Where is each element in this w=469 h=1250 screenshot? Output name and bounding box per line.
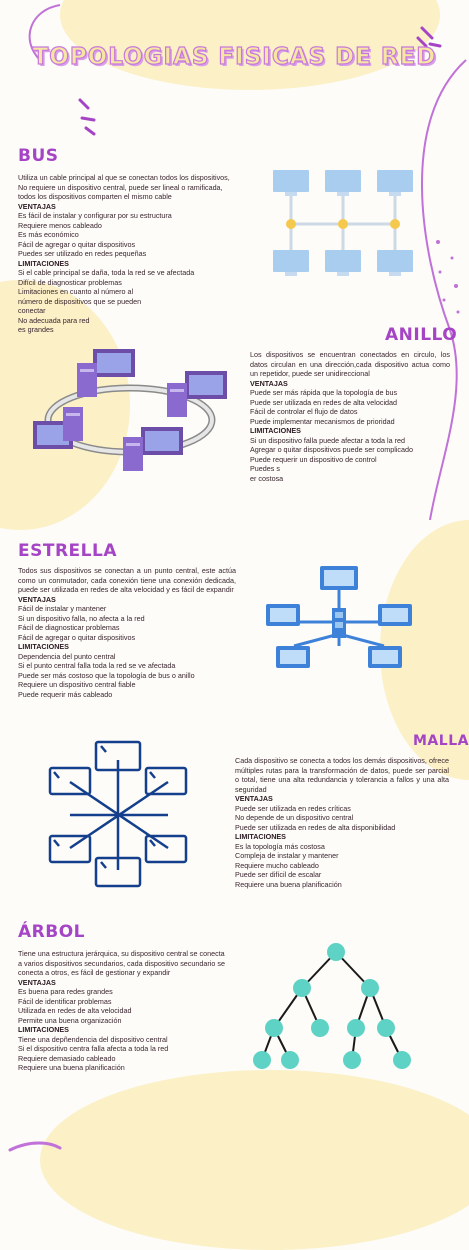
tree-node: [281, 1051, 299, 1069]
list-item: Puede requerir un dispositivo de control: [250, 454, 377, 464]
list-item: Si el dispositivo centra falla afecta a toda la red: [18, 1044, 169, 1053]
monitor-icon: [377, 170, 413, 192]
ring-advantages-label: VENTAJAS: [250, 378, 288, 388]
list-item: Es más económico: [18, 230, 79, 239]
monitor-icon: [325, 250, 361, 272]
list-item: Agregar o quitar dispositivos puede ser complicado: [250, 445, 414, 454]
list-item: Puede implementar mecanismos de prioridad: [250, 416, 395, 426]
tree-text: [18, 949, 230, 1073]
list-item: Requiere mucho cableado: [235, 860, 319, 870]
bus-topology-illustration: [268, 166, 418, 286]
tree-node: [265, 1019, 283, 1037]
bus-node: [390, 219, 400, 229]
list-item: es grandes: [18, 325, 54, 334]
computer-icon: [167, 371, 227, 417]
list-item: er costosa: [250, 473, 284, 483]
tree-node: [311, 1019, 329, 1037]
monitor-icon: [377, 250, 413, 272]
list-item: Fácil de diagnosticar problemas: [18, 623, 120, 632]
list-item: No adecuada para red: [18, 315, 90, 325]
ring-topology-illustration: [25, 345, 235, 475]
list-item: Puede ser más costoso que la topología de bus o anillo: [18, 670, 195, 680]
list-item: Dependencia del punto central: [18, 651, 116, 661]
tree-limitations-label: LIMITACIONES: [18, 1025, 69, 1034]
star-limitations-label: LIMITACIONES: [18, 642, 69, 651]
list-item: Fácil de agregar o quitar dispositivos: [18, 632, 136, 642]
list-item: Puede ser utilizada en redes de alta velocidad: [250, 397, 398, 407]
tree-description: Tiene una estructura jerárquica, su dispositivo central se conecta a varios dispositivos secundarios, cada dispositivo secundario se conecta a otros, es fácil de gestionar y expandir: [18, 949, 225, 977]
list-item: Puede ser difícil de escalar: [235, 870, 322, 879]
star-text: [18, 566, 236, 699]
mesh-text: [235, 756, 449, 889]
list-item: Requiere menos cableado: [18, 220, 102, 230]
monitor-icon: [273, 170, 309, 192]
list-item: Si un dispositivo falla puede afectar a toda la red: [250, 435, 406, 445]
list-item: Fácil de agregar o quitar dispositivos: [18, 239, 136, 249]
star-heading: ESTRELLA: [18, 541, 117, 561]
list-item: Fácil de instalar y mantener: [18, 604, 107, 613]
tree-node: [377, 1019, 395, 1037]
list-item: Limitaciones en cuanto al número al número de dispositivos que se pueden conectar: [18, 287, 142, 315]
tree-node: [393, 1051, 411, 1069]
tree-node: [347, 1019, 365, 1037]
ring-description: Los dispositivos se encuentran conectados en circulo, los datos circulan en una dirección,cada dispositivo actua como un repetidor, puede ser unidireccional: [250, 350, 450, 378]
monitor-icon: [146, 836, 186, 862]
tree-topology-illustration: [250, 940, 415, 1075]
list-item: Puede requerir más cableado: [18, 689, 113, 699]
list-item: No depende de un dispositivo central: [235, 813, 354, 822]
monitor-icon: [273, 250, 309, 272]
list-item: Puede ser utilizada en redes de alta disponibilidad: [235, 822, 396, 832]
decor-dots: [436, 240, 460, 314]
bus-heading: BUS: [18, 146, 59, 166]
list-item: Requiere una buena planificación: [235, 879, 342, 889]
list-item: Requiere demasiado cableado: [18, 1053, 116, 1063]
list-item: Requiere un dispositivo central fiable: [18, 680, 136, 689]
list-item: Puedes s: [250, 464, 280, 473]
list-item: Difícil de diagnosticar problemas: [18, 277, 122, 287]
mesh-advantages-label: VENTAJAS: [235, 794, 273, 803]
list-item: Puede ser utilizada en redes críticas: [235, 803, 351, 813]
tree-node: [343, 1051, 361, 1069]
page-title: TOPOLOGIAS FISICAS DE RED: [32, 44, 437, 70]
bus-node: [338, 219, 348, 229]
list-item: Es la topología más costosa: [235, 841, 325, 851]
mesh-limitations-label: LIMITACIONES: [235, 832, 286, 841]
list-item: Fácil de controlar el flujo de datos: [250, 407, 358, 416]
list-item: Puede ser más rápida que la topología de bus: [250, 388, 398, 397]
ring-text: [250, 350, 450, 483]
bus-advantages-label: VENTAJAS: [18, 201, 56, 211]
tree-node: [327, 943, 345, 961]
monitor-icon: [325, 170, 361, 192]
list-item: Si un dispositivo falla, no afecta a la red: [18, 613, 145, 623]
bus-limitations-label: LIMITACIONES: [18, 258, 69, 268]
list-item: Permite una buena organización: [18, 1015, 122, 1025]
tree-node: [361, 979, 379, 997]
decor-dashes-left: [80, 100, 94, 134]
tree-node: [293, 979, 311, 997]
mesh-topology-illustration: [50, 740, 190, 890]
list-item: Si el cable principal se daña, toda la red se ve afectada: [18, 268, 195, 277]
list-item: Fácil de identificar problemas: [18, 996, 112, 1006]
list-item: Tiene una depñendencia del dispositivo central: [18, 1034, 168, 1044]
list-item: Si el punto central falla toda la red se ve afectada: [18, 661, 176, 670]
list-item: Puedes ser utilizado en redes pequeñas: [18, 249, 147, 258]
list-item: Requiere una buena planificación: [18, 1063, 125, 1072]
list-item: Compleja de instalar y mantener: [235, 851, 339, 860]
tree-node: [253, 1051, 271, 1069]
computer-icon: [123, 427, 183, 471]
list-item: Utilizada en redes de alta velocidad: [18, 1006, 132, 1015]
list-item: Es fácil de instalar y configurar por su estructura: [18, 211, 172, 220]
ring-limitations-label: LIMITACIONES: [250, 426, 301, 435]
tree-heading: ÁRBOL: [18, 922, 85, 942]
bus-description: Utiliza un cable principal al que se conectan todos los dispositivos, No requiere un dispositivo central, puede ser lineal o ramificada, todos los dispositivos comparten el mismo cable: [18, 173, 230, 201]
mesh-description: Cada dispositivo se conecta a todos los demás dispositivos, ofrece múltiples rutas para la transformación de datos, puede ser parcial o total, tiene una alta redundancia y tolerancia a fallos y una alta seguridad: [235, 756, 449, 794]
list-item: Es buena para redes grandes: [18, 987, 113, 996]
star-topology-illustration: [264, 564, 414, 674]
monitor-icon: [146, 768, 186, 794]
tree-advantages-label: VENTAJAS: [18, 977, 56, 987]
bus-node: [286, 219, 296, 229]
star-advantages-label: VENTAJAS: [18, 594, 56, 604]
star-description: Todos sus dispositivos se conectan a un punto central, este actúa como un conmutador, cada conexión tiene una conexión dedicada, puede ser utilizada en redes de alta velocidad y es fácil de expandir: [18, 566, 236, 594]
decor-stroke-bottom: [10, 1143, 60, 1150]
ring-heading: ANILLO: [385, 325, 458, 345]
bus-text: [18, 173, 233, 335]
mesh-heading: MALLA: [413, 733, 469, 749]
